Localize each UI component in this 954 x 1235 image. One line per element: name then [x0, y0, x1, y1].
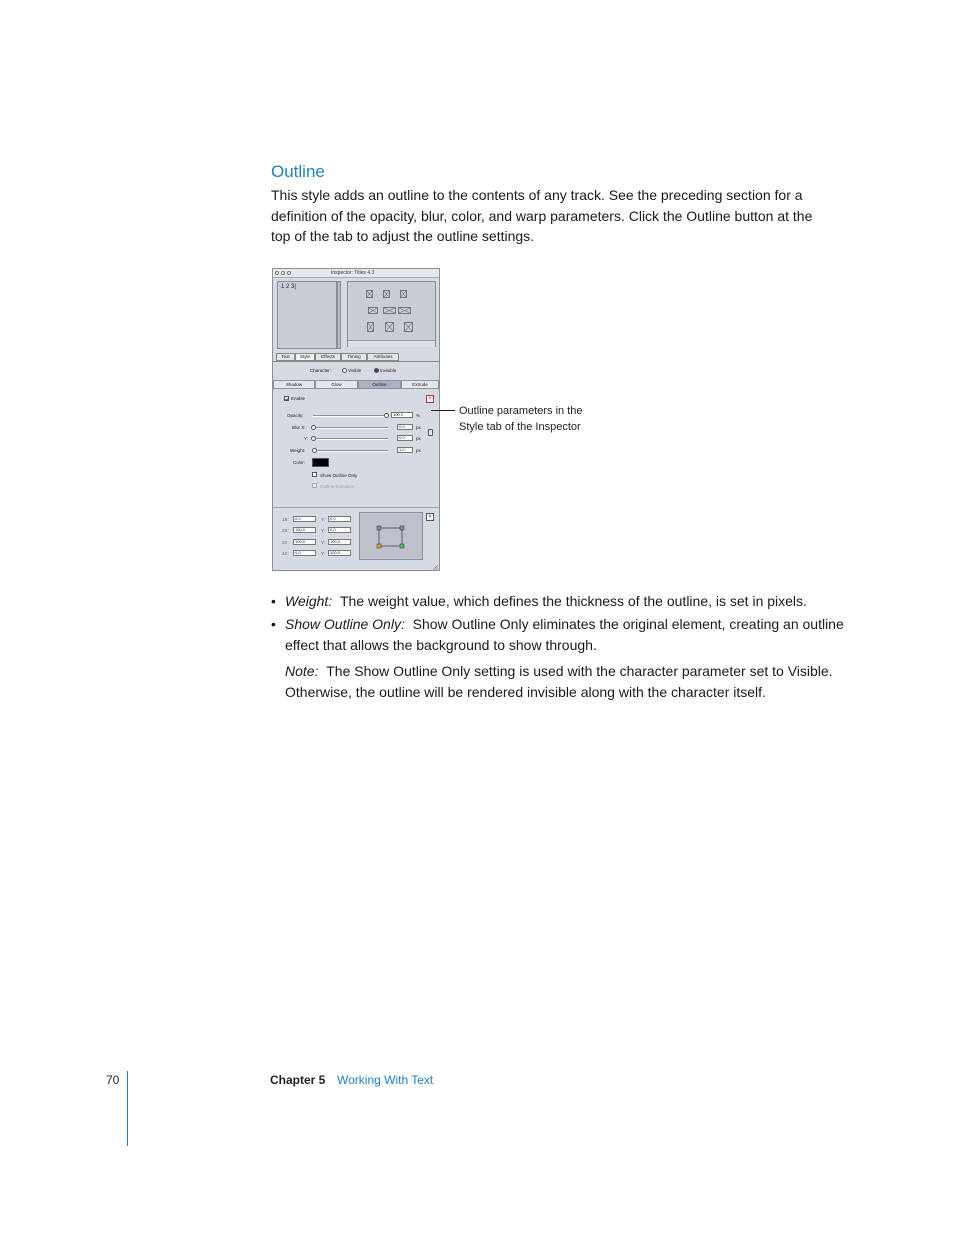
placeholder-glyph-icon: [400, 290, 407, 298]
warp-x-label: 1X:: [282, 517, 289, 522]
blur-x-field[interactable]: 0.0: [397, 424, 413, 430]
bullet-term: Show Outline Only:: [285, 616, 405, 632]
tab-text[interactable]: Text: [276, 353, 295, 361]
tab-effects[interactable]: Effects: [315, 353, 341, 361]
warp-preview[interactable]: [359, 512, 423, 560]
shadow-button[interactable]: Shadow: [273, 380, 315, 389]
glow-button[interactable]: Glow: [315, 380, 358, 389]
warp-x-label: 3X:: [282, 540, 289, 545]
show-outline-only-checkbox[interactable]: [312, 472, 317, 477]
callout-leader-line: [431, 410, 455, 411]
placeholder-glyph-icon: [383, 290, 390, 298]
character-visible-label: Visible: [348, 368, 362, 373]
blur-x-slider[interactable]: [313, 427, 388, 429]
footer-rule: [127, 1071, 128, 1146]
character-invisible-radio[interactable]: [374, 368, 379, 373]
warp-y-label: Y:: [321, 540, 326, 545]
close-window-icon[interactable]: [275, 271, 279, 275]
warp-x-field[interactable]: 100.0: [293, 527, 316, 533]
zoom-window-icon[interactable]: [287, 271, 291, 275]
chapter-label: Chapter 5: [270, 1073, 326, 1087]
blur-y-slider[interactable]: [313, 438, 388, 440]
warp-y-field[interactable]: 100.0: [328, 539, 351, 545]
color-label: Color:: [293, 460, 306, 465]
character-visible-radio[interactable]: [342, 368, 347, 373]
enable-label: Enable: [291, 396, 306, 401]
outline-extrusion-label: Outline Extrusion: [320, 484, 355, 489]
warp-x-label: 2X:: [282, 528, 289, 533]
warp-y-label: Y:: [321, 528, 326, 533]
outline-button[interactable]: Outline: [358, 380, 401, 389]
param-label: Blur X:: [292, 425, 306, 430]
bullet-text: The weight value, which defines the thickness of the outline, is set in pixels.: [340, 593, 807, 609]
preview-hscrollbar[interactable]: [348, 340, 435, 347]
chapter-title: Working With Text: [337, 1073, 434, 1087]
tab-attributes[interactable]: Attributes: [367, 353, 399, 361]
blur-y-unit: px: [416, 436, 421, 441]
weight-slider-knob[interactable]: [312, 448, 317, 453]
weight-field[interactable]: 1.0: [397, 447, 413, 453]
section-divider: [273, 507, 439, 508]
placeholder-glyph-icon: [368, 307, 378, 314]
placeholder-glyph-icon: [383, 307, 396, 314]
placeholder-glyph-icon: [366, 290, 373, 298]
weight-unit: px: [416, 448, 421, 453]
extrude-button[interactable]: Extrude: [401, 380, 439, 389]
minimize-window-icon[interactable]: [281, 271, 285, 275]
blur-y-field[interactable]: 0.0: [397, 435, 413, 441]
warp-y-field[interactable]: 100.0: [328, 550, 351, 556]
tab-style[interactable]: Style: [295, 353, 315, 361]
inspector-title: Inspector: Titles 4.3: [331, 269, 375, 276]
bullet-marker: •: [271, 593, 276, 609]
weight-slider[interactable]: [313, 450, 388, 452]
figure-callout: Outline parameters in the Style tab of the Inspector: [459, 405, 583, 433]
bullet-weight: [271, 591, 845, 612]
placeholder-glyph-icon: [385, 322, 394, 332]
warp-x-field[interactable]: 0.0: [293, 550, 316, 556]
bullet-show-outline-only: [271, 614, 845, 655]
opacity-slider[interactable]: [313, 415, 388, 417]
warp-y-label: Y:: [321, 517, 326, 522]
lock-icon[interactable]: [428, 429, 433, 436]
reset-outline-icon[interactable]: ×: [426, 395, 434, 403]
blur-x-unit: px: [416, 425, 421, 430]
opacity-slider-knob[interactable]: [384, 413, 389, 418]
tab-timing[interactable]: Timing: [341, 353, 367, 361]
enable-checkbox[interactable]: [284, 396, 289, 401]
note-text: The Show Outline Only setting is used with the character parameter set to Visible. Otherwise, the outline will be rendered invisible along with the character itself.: [285, 663, 833, 700]
param-label: Opacity:: [287, 413, 304, 418]
reset-warp-icon[interactable]: ×: [426, 513, 434, 521]
blur-y-slider-knob[interactable]: [311, 436, 316, 441]
show-outline-only-label: Show Outline Only: [320, 473, 358, 478]
text-preview-pane[interactable]: [277, 281, 337, 349]
inspector-window: [272, 268, 440, 571]
page-number: 70: [106, 1073, 120, 1087]
placeholder-glyph-icon: [404, 322, 413, 332]
intro-paragraph: This style adds an outline to the contents of any track. See the preceding section for a definition of the opacity, blur, color, and warp parameters. Click the Outline button at the top of the tab to adjust the outline settings.: [271, 187, 813, 245]
bullet-marker: •: [271, 616, 276, 632]
character-invisible-label: Invisible: [380, 368, 397, 373]
param-label: Weight:: [290, 448, 306, 453]
opacity-field[interactable]: 100.0: [391, 412, 413, 418]
bullet-term: Weight:: [285, 593, 333, 609]
warp-y-field[interactable]: 0.0: [328, 516, 351, 522]
warp-x-field[interactable]: 100.0: [293, 539, 316, 545]
blur-x-slider-knob[interactable]: [311, 425, 316, 430]
color-swatch[interactable]: [312, 458, 329, 467]
resize-grip-icon[interactable]: [433, 565, 438, 570]
warp-x-label: 4X:: [282, 551, 289, 556]
note-paragraph: [285, 661, 833, 702]
param-label: Y:: [304, 436, 309, 441]
warp-x-field[interactable]: 0.0: [293, 516, 316, 522]
placeholder-glyph-icon: [367, 322, 374, 332]
section-heading: Outline: [271, 162, 325, 181]
warp-y-field[interactable]: 0.0: [328, 527, 351, 533]
preview-scrollbar[interactable]: [337, 281, 341, 349]
opacity-unit: %: [416, 413, 421, 418]
warp-y-label: Y:: [321, 551, 326, 556]
character-preview-pane: [347, 281, 436, 347]
note-term: Note:: [285, 663, 319, 679]
placeholder-glyph-icon: [398, 307, 411, 314]
character-label: Character:: [310, 368, 332, 373]
text-preview: 1 2 3|: [281, 284, 296, 290]
bullet-text: Show Outline Only eliminates the original element, creating an outline effect that allows the background to show through.: [285, 616, 844, 653]
outline-extrusion-checkbox[interactable]: [312, 483, 317, 488]
tab-divider: [273, 361, 439, 362]
inspector-titlebar: [273, 269, 439, 278]
